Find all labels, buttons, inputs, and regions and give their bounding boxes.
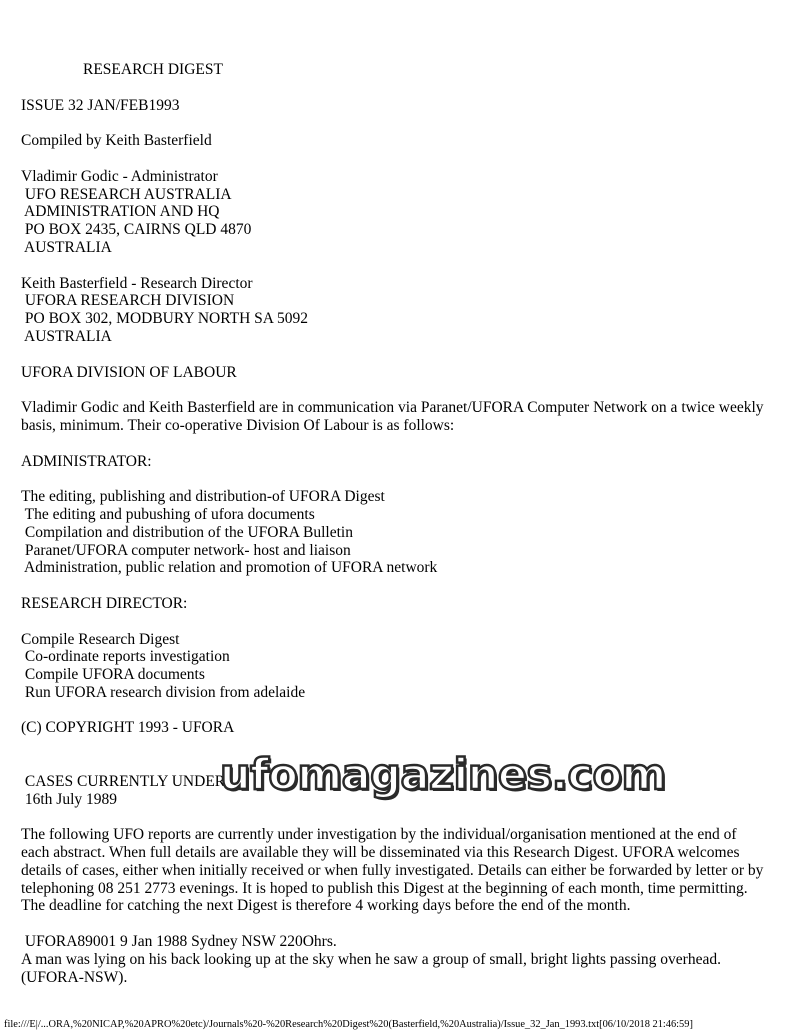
compiled-by-line: Compiled by Keith Basterfield	[21, 132, 212, 150]
copyright-line: (C) COPYRIGHT 1993 - UFORA	[21, 719, 235, 737]
list-item: Compile UFORA documents	[21, 666, 205, 684]
watermark-logo: ufomagazines.com	[220, 750, 666, 800]
document-page	[21, 61, 766, 1004]
director-duties-list	[21, 631, 766, 702]
division-heading-block	[21, 364, 766, 382]
list-item: Paranet/UFORA computer network- host and liaison	[21, 541, 351, 559]
issue-block	[21, 97, 766, 115]
division-heading: UFORA DIVISION OF LABOUR	[21, 363, 237, 381]
administrator-address	[21, 168, 766, 257]
address-line: Vladimir Godic - Administrator	[21, 167, 218, 185]
address-line: PO BOX 2435, CAIRNS QLD 4870	[21, 221, 252, 239]
list-item: Co-ordinate reports investigation	[21, 648, 230, 666]
admin-heading-block	[21, 453, 766, 471]
list-item: Administration, public relation and promotion of UFORA network	[21, 559, 438, 577]
address-line: UFO RESEARCH AUSTRALIA	[21, 185, 232, 203]
director-heading: RESEARCH DIRECTOR:	[21, 594, 188, 612]
cases-heading: CASES CURRENTLY UNDER	[21, 772, 226, 790]
address-line: UFORA RESEARCH DIVISION	[21, 292, 235, 310]
file-path-footer: file:///E|/...ORA,%20NICAP,%20APRO%20etc)/Journals%20-%20Research%20Digest%20(Basterfield,%20Australia)/Issue_32_Jan_1993.txt[06/10/2018 21:46:59]	[4, 1019, 693, 1030]
cases-paragraph: The following UFO reports are currently under investigation by the individual/organisation mentioned at the end of each abstract. When full details are available they will be disseminated via this Research Digest. UFORA welcomes details of cases, either when initially received or when fully investigated. Details can either be forwarded by letter or by telephoning 08 251 2773 evenings. It is hoped to publish this Digest at the beginning of each month, time permitting. The deadline for catching the next Digest is therefore 4 working days before the end of the month.	[21, 826, 764, 915]
case-header: UFORA89001 9 Jan 1988 Sydney NSW 220Ohrs.	[21, 933, 337, 951]
admin-duties-list	[21, 488, 766, 577]
list-item: The editing and pubushing of ufora documents	[21, 505, 315, 523]
document-title: RESEARCH DIGEST	[83, 61, 223, 78]
admin-heading: ADMINISTRATOR:	[21, 452, 152, 470]
list-item: Run UFORA research division from adelaide	[21, 683, 306, 701]
case-text: A man was lying on his back looking up at the sky when he saw a group of small, bright lights passing overhead. (UFORA-NSW).	[21, 950, 721, 986]
list-item: The editing, publishing and distribution-of UFORA Digest	[21, 488, 385, 506]
address-line: ADMINISTRATION AND HQ	[21, 203, 220, 221]
title-block	[21, 61, 766, 79]
list-item: Compilation and distribution of the UFORA Bulletin	[21, 523, 353, 541]
case-entry	[21, 933, 766, 986]
cases-date: 16th July 1989	[21, 790, 118, 808]
compiled-block	[21, 132, 766, 150]
copyright-block	[21, 719, 766, 737]
division-paragraph: Vladimir Godic and Keith Basterfield are in communication via Paranet/UFORA Computer Network on a twice weekly basis, minimum. Their co-operative Division Of Labour is as follows:	[21, 399, 764, 434]
address-line: Keith Basterfield - Research Director	[21, 274, 253, 292]
issue-line: ISSUE 32 JAN/FEB1993	[21, 96, 180, 114]
address-line: AUSTRALIA	[21, 238, 112, 256]
address-line: AUSTRALIA	[21, 327, 112, 345]
address-line: PO BOX 302, MODBURY NORTH SA 5092	[21, 310, 309, 328]
list-item: Compile Research Digest	[21, 630, 180, 648]
director-heading-block	[21, 595, 766, 613]
research-director-address	[21, 275, 766, 346]
